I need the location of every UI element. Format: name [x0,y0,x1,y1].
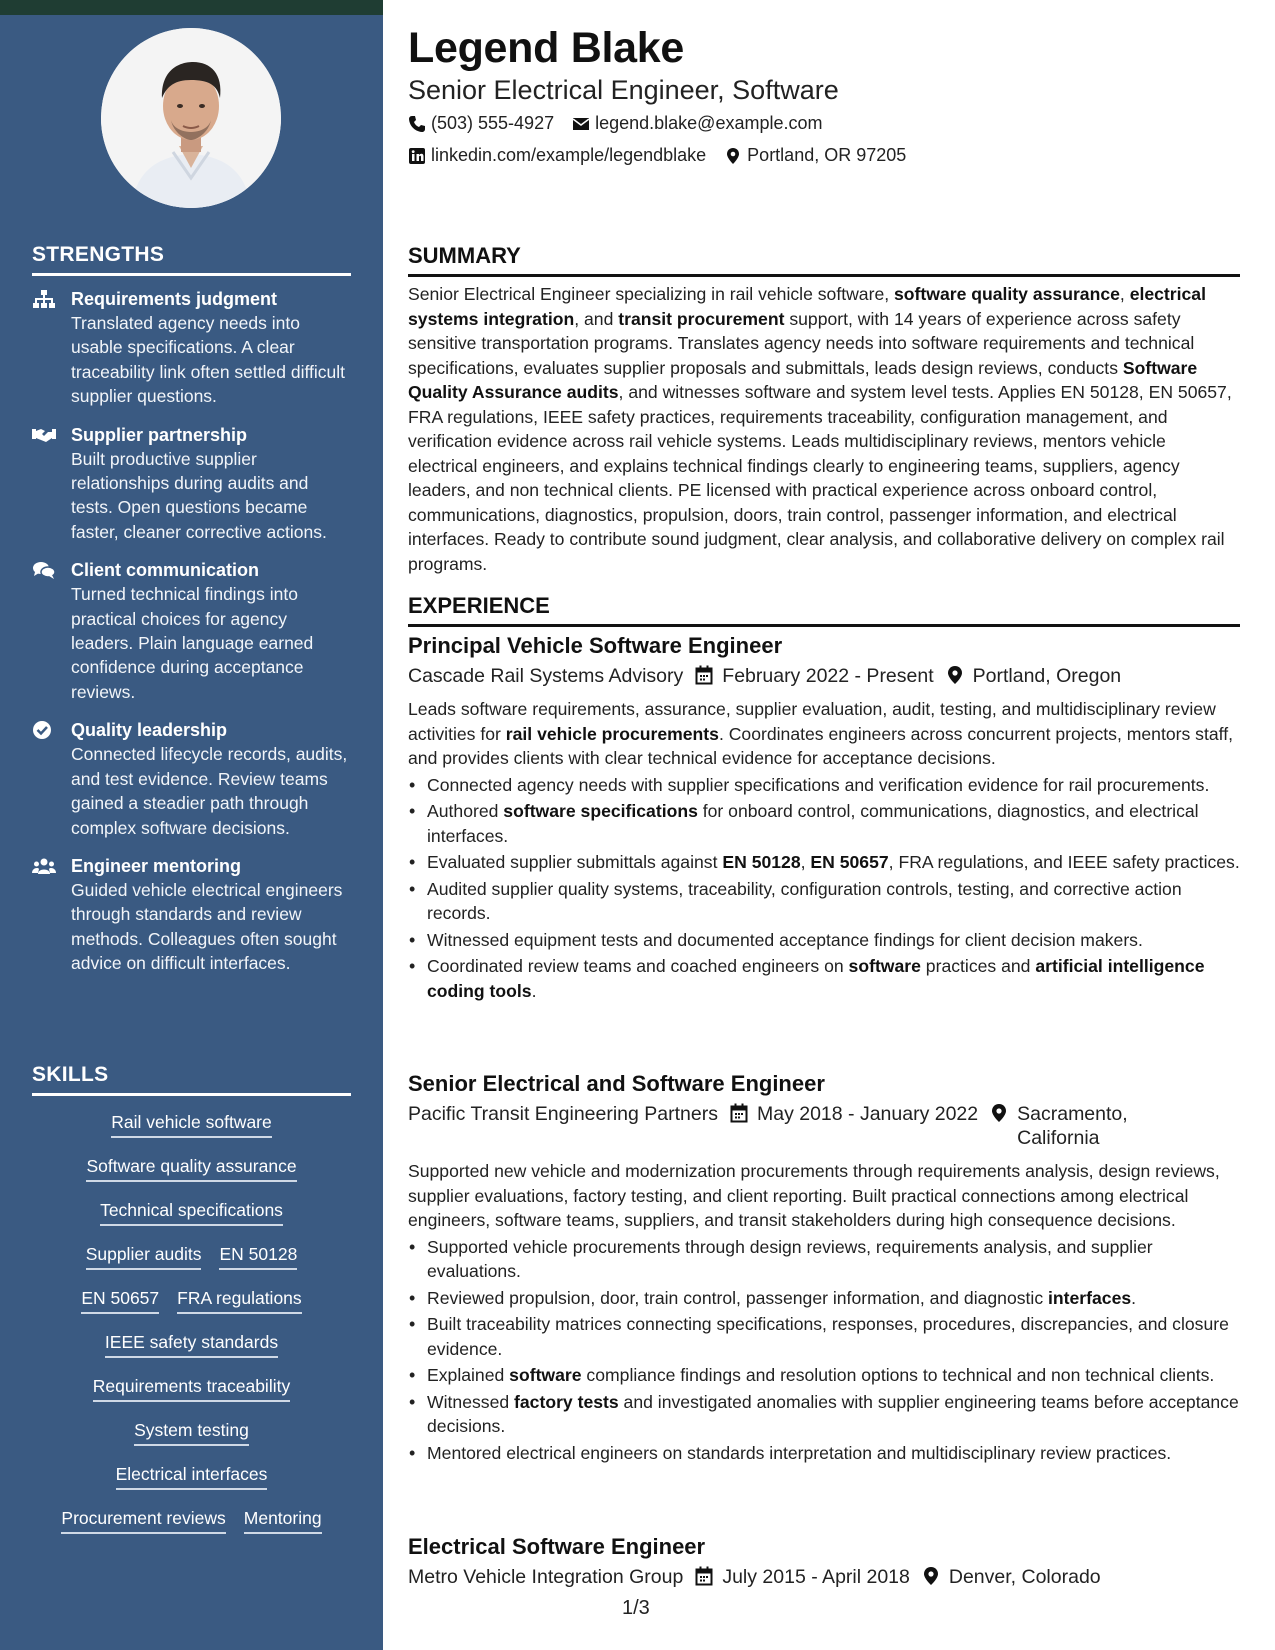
job-entry [408,1532,1240,1589]
location-text: Portland, OR 97205 [747,145,907,165]
strength-item [32,854,352,976]
job-bullets [408,773,1240,1004]
map-marker-icon [922,1566,940,1586]
bullet-item: • Witnessed equipment tests and documented acceptance findings for client decision makers. [408,928,1240,953]
bullet-item: • Audited supplier quality systems, traceability, configuration controls, testing, and corrective action records. [408,877,1240,926]
phone-number: (503) 555-4927 [431,113,555,133]
job-dates: July 2015 - April 2018 [722,1566,910,1588]
linkedin-icon [408,147,426,165]
strength-description: Translated agency needs into usable specifications. A clear traceability link often settled difficult supplier questions. [71,313,345,407]
skill-tag: Procurement reviews [61,1506,225,1534]
contact-row [408,113,823,134]
check-circle-icon [32,720,56,740]
strength-item [32,287,352,409]
strength-item [32,423,352,545]
summary-text: Senior Electrical Engineer specializing in rail vehicle software, software quality assurance, electrical systems integration, and transit procurement support, with 14 years of experience across safety sensitive transportation programs. Translates agency needs into software requirements and technical specifications, evaluates supplier proposals and submittals, leads design reviews, conducts Software Quality Assurance audits, and witnesses software and system level tests. Applies EN 50128, EN 50657, FRA regulations, IEEE safety practices, requirements traceability, configuration management, and verification evidence across rail vehicle systems. Leads multidisciplinary reviews, mentors vehicle electrical engineers, and explains technical findings clearly to engineering teams, suppliers, agency leaders, and non technical clients. PE licensed with practical experience across onboard control, communications, diagnostics, propulsion, doors, train control, passenger information, and electrical interfaces. Ready to contribute sound judgment, clear analysis, and collaborative delivery on complex rail programs. [408,284,1232,574]
contact-row [408,145,906,166]
strength-description: Connected lifecycle records, audits, and test evidence. Review teams gained a steadier path through complex software decisions. [71,744,348,838]
strength-title: Client communication [71,560,260,581]
job-meta [408,1102,1240,1150]
sidebar-top-bar [0,0,383,15]
strength-description: Built productive supplier relationships during audits and tests. Open questions became faster, cleaner corrective actions. [71,448,327,542]
job-title: Senior Electrical and Software Engineer [408,1071,825,1096]
job-dates: February 2022 - Present [722,665,934,687]
skill-tag: Technical specifications [100,1198,283,1226]
strength-title: Supplier partnership [71,424,248,445]
bullet-item: • Connected agency needs with supplier specifications and verification evidence for rail procurements. [408,773,1240,798]
bullet-item: • Authored software specifications for onboard control, communications, diagnostics, and electrical interfaces. [408,799,1240,848]
company-name: Cascade Rail Systems Advisory [408,665,684,687]
bullet-item: • Supported vehicle procurements through design reviews, requirements analysis, and supplier evaluations. [408,1235,1240,1284]
linkedin-url[interactable]: linkedin.com/example/legendblake [431,145,707,165]
strength-description: Turned technical findings into practical choices for agency leaders. Plain language earned confidence during acceptance reviews. [71,584,314,702]
skill-tag: EN 50128 [219,1242,297,1270]
skills-list [32,1110,351,1550]
strength-title: Requirements judgment [71,289,278,309]
job-location: Sacramento, California [1017,1103,1128,1149]
location-contact [724,145,906,166]
map-marker-icon [946,665,964,685]
skill-tag: Supplier audits [86,1242,202,1270]
strength-item [32,558,352,704]
job-location: Portland, Oregon [972,665,1122,687]
job-meta [408,664,1240,688]
bullet-item: • Witnessed factory tests and investigated anomalies with supplier engineering teams before acceptance decisions. [408,1390,1240,1439]
skills-heading: SKILLS [32,1063,351,1096]
skill-tag: FRA regulations [177,1286,302,1314]
envelope-icon [572,115,590,133]
phone-contact [408,113,554,134]
email-contact[interactable] [572,113,822,134]
company-name: Metro Vehicle Integration Group [408,1566,684,1588]
profile-photo-illustration [101,28,281,208]
job-description: Supported new vehicle and modernization procurements through requirements analysis, design reviews, supplier evaluations, factory testing, and client reporting. Built practical connections among electrical engineers, software teams, suppliers, and transit stakeholders during high consequence decisions. [408,1161,1220,1230]
candidate-name: Legend Blake [408,24,684,72]
job-location: Denver, Colorado [948,1566,1101,1588]
map-marker-icon [990,1103,1008,1123]
skill-tag: Rail vehicle software [111,1110,271,1138]
job-bullets [408,1235,1240,1466]
phone-icon [408,115,426,133]
job-meta [408,1565,1240,1589]
calendar-icon [730,1103,748,1123]
skill-tag: EN 50657 [81,1286,159,1314]
bullet-item: • Built traceability matrices connecting specifications, responses, procedures, discrepancies, and closure evidence. [408,1312,1240,1361]
company-name: Pacific Transit Engineering Partners [408,1103,718,1125]
bullet-item: • Coordinated review teams and coached engineers on software practices and artificial intelligence coding tools. [408,954,1240,1003]
strength-description: Guided vehicle electrical engineers through standards and review methods. Colleagues often sought advice on difficult interfaces. [71,879,343,974]
skill-tag: IEEE safety standards [105,1330,278,1358]
handshake-icon [32,425,56,445]
skill-tag: Requirements traceability [93,1374,290,1402]
skill-tag: Software quality assurance [86,1154,296,1182]
job-dates: May 2018 - January 2022 [756,1103,979,1125]
experience-heading: EXPERIENCE [408,593,1240,627]
sitemap-icon [32,289,56,309]
strength-item [32,718,352,840]
page-number: 1/3 [622,1597,650,1619]
calendar-icon [695,665,713,685]
linkedin-contact[interactable] [408,145,706,166]
bullet-item: • Reviewed propulsion, door, train control, passenger information, and diagnostic interfaces. [408,1286,1240,1311]
email-address[interactable]: legend.blake@example.com [595,113,823,133]
job-entry [408,631,1240,1005]
job-description: Leads software requirements, assurance, supplier evaluation, audit, testing, and multidisciplinary review activities for rail vehicle procurements. Coordinates engineers across concurrent projects, mentors staff, and provides clients with clear technical evidence for acceptance decisions. [408,699,1234,768]
skill-tag: System testing [134,1418,249,1446]
job-title: Electrical Software Engineer [408,1534,706,1559]
bullet-item: • Explained software compliance findings and resolution options to technical and non technical clients. [408,1363,1240,1388]
strength-title: Quality leadership [71,720,228,741]
summary-heading: SUMMARY [408,243,1240,277]
bullet-item: • Mentored electrical engineers on standards interpretation and multidisciplinary review practices. [408,1441,1240,1466]
sidebar [0,0,383,1650]
skill-tag: Mentoring [244,1506,322,1534]
strengths-list [32,287,352,990]
map-marker-icon [724,147,742,165]
profile-photo [101,28,281,208]
candidate-title: Senior Electrical Engineer, Software [408,75,839,105]
strength-title: Engineer mentoring [71,855,242,876]
users-icon [32,856,56,876]
job-title: Principal Vehicle Software Engineer [408,633,783,658]
skill-tag: Electrical interfaces [116,1462,268,1490]
bullet-item: • Evaluated supplier submittals against EN 50128, EN 50657, FRA regulations, and IEEE safety practices. [408,850,1240,875]
strengths-heading: STRENGTHS [32,243,351,276]
comments-icon [32,560,56,580]
calendar-icon [695,1566,713,1586]
job-entry [408,1069,1240,1467]
